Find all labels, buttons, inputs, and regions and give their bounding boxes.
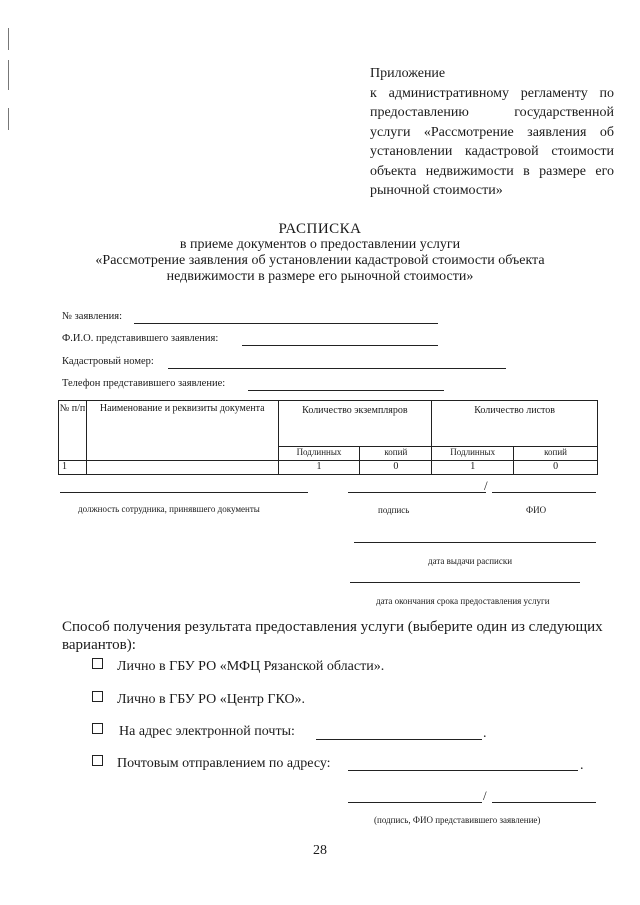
issue-date-caption: дата выдачи расписки [428, 556, 513, 566]
appendix-line: к административному регламенту по [370, 85, 614, 101]
fio-caption: ФИО [526, 505, 547, 515]
address-field[interactable] [348, 770, 578, 771]
applicant-sign-caption: (подпись, ФИО представившего заявление) [374, 815, 541, 825]
option-gko[interactable] [92, 692, 305, 708]
appendix-line: объекта недвижимости в размере его [370, 163, 614, 179]
cadastral-number-field[interactable] [168, 368, 506, 369]
trail-dot: . [483, 726, 487, 741]
title-subtitle [0, 237, 640, 285]
deadline-date-line [350, 582, 580, 583]
deadline-date-caption: дата окончания срока предоставления услуги [376, 596, 550, 606]
phone-label: Телефон представившего заявление: [62, 378, 226, 389]
receipt-method-intro [62, 618, 622, 654]
appendix-line: Приложение [370, 66, 446, 81]
page-title: РАСПИСКА [278, 221, 362, 237]
table-row [59, 461, 598, 475]
margin-mark [8, 60, 9, 90]
appendix-line: рыночной стоимости» [370, 183, 503, 198]
checkbox[interactable] [92, 723, 103, 734]
subheader-originals: Подлинных [432, 447, 514, 461]
appendix-block [370, 64, 614, 201]
checkbox[interactable] [92, 658, 103, 669]
applicant-name-label: Ф.И.О. представившего заявления: [62, 333, 219, 344]
slash: / [483, 788, 487, 803]
title-line: «Рассмотрение заявления об установлении кадастровой стоимости объекта [95, 253, 545, 268]
cell-number: 1 [59, 461, 87, 475]
applicant-fio-line [492, 802, 596, 803]
column-header-document: Наименование и реквизиты документа [86, 401, 278, 461]
option-post[interactable] [92, 756, 331, 772]
subheader-copies: копий [514, 447, 598, 461]
application-number-field[interactable] [134, 323, 438, 324]
margin-mark [8, 28, 9, 50]
application-number-label: № заявления: [62, 311, 122, 322]
title-line: недвижимости в размере его рыночной стоимости» [166, 269, 474, 284]
option-label: На адрес электронной почты: [119, 724, 295, 739]
subheader-copies: копий [360, 447, 432, 461]
applicant-signature-line [348, 802, 482, 803]
column-header-number: № п/п [59, 401, 87, 461]
option-mfc[interactable] [92, 659, 384, 675]
appendix-line: установлении кадастровой стоимости [370, 144, 614, 159]
fio-line [492, 492, 596, 493]
signature-caption: подпись [378, 505, 410, 515]
cell-value: 1 [278, 461, 360, 475]
signature-line [348, 492, 486, 493]
option-email[interactable] [92, 724, 295, 740]
option-label: Лично в ГБУ РО «МФЦ Рязанской области». [117, 659, 385, 674]
appendix-line: предоставлению государственной [370, 105, 614, 120]
subheader-originals: Подлинных [278, 447, 360, 461]
checkbox[interactable] [92, 691, 103, 702]
cell-document [86, 461, 278, 475]
option-label: Почтовым отправлением по адресу: [117, 756, 331, 771]
checkbox[interactable] [92, 755, 103, 766]
employee-position-line [60, 492, 308, 493]
trail-dot: . [580, 758, 584, 773]
applicant-name-field[interactable] [242, 345, 438, 346]
title-line: в приеме документов о предоставлении услуги [179, 237, 461, 252]
column-header-copies: Количество экземпляров [278, 401, 432, 447]
cell-value: 1 [432, 461, 514, 475]
cadastral-number-label: Кадастровый номер: [62, 356, 154, 367]
margin-mark [8, 108, 9, 130]
page-number: 28 [313, 843, 327, 858]
employee-position-caption: должность сотрудника, принявшего документы [78, 504, 260, 514]
intro-line: вариантов): [62, 637, 136, 653]
option-label: Лично в ГБУ РО «Центр ГКО». [117, 692, 306, 707]
documents-table [58, 400, 598, 475]
email-field[interactable] [316, 739, 482, 740]
phone-field[interactable] [248, 390, 444, 391]
appendix-line: услуги «Рассмотрение заявления об [370, 124, 614, 140]
slash: / [484, 478, 488, 493]
cell-value: 0 [514, 461, 598, 475]
intro-line: Способ получения результата предоставления услуги (выберите один из следующих [62, 619, 603, 635]
cell-value: 0 [360, 461, 432, 475]
issue-date-line [354, 542, 596, 543]
column-header-sheets: Количество листов [432, 401, 598, 447]
